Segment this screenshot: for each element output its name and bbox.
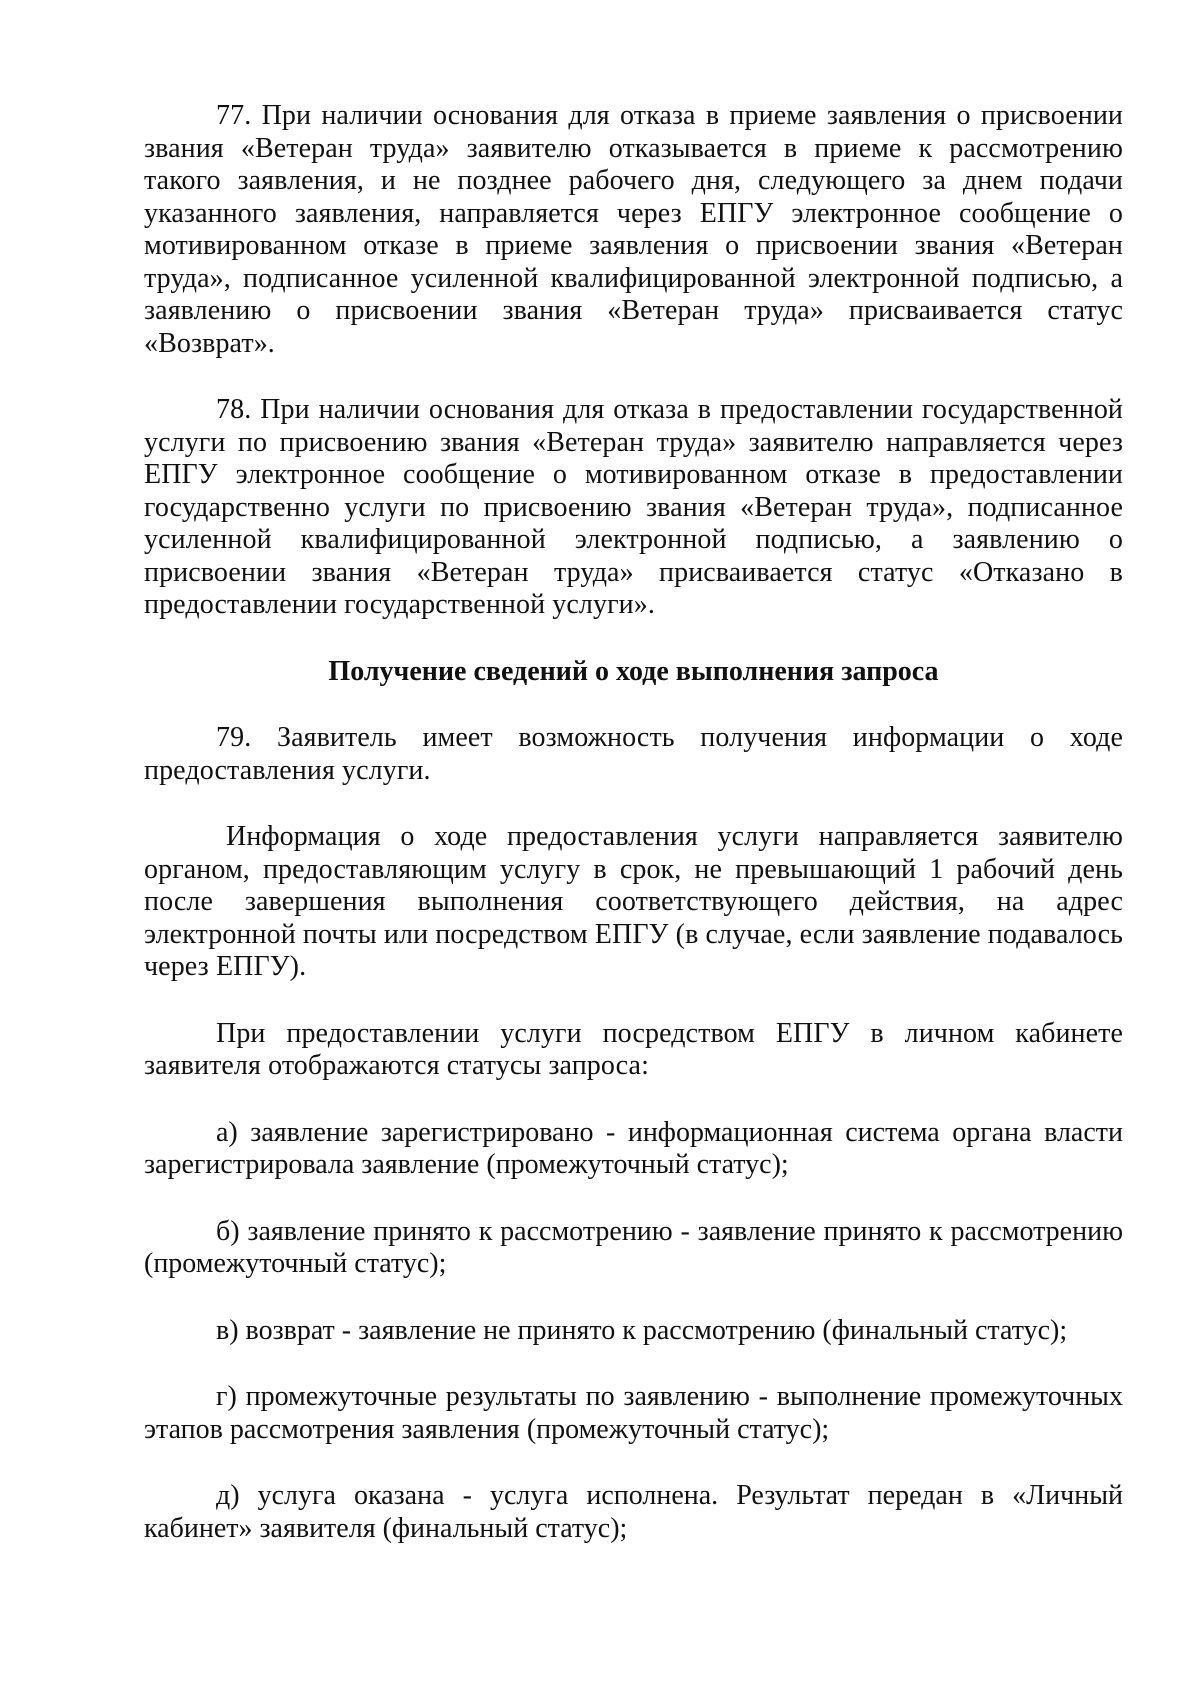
paragraph-statuses-intro: При предоставлении услуги посредством ЕПГУ в личном кабинете заявителя отображаются статусы запроса: xyxy=(144,1017,1123,1081)
document-page xyxy=(144,100,1123,1579)
status-item-a: а) заявление зарегистрировано - информационная система органа власти зарегистрировала заявление (промежуточный статус); xyxy=(144,1116,1123,1180)
status-item-v: в) возврат - заявление не принято к рассмотрению (финальный статус); xyxy=(216,1314,1068,1346)
paragraph-info: Информация о ходе предоставления услуги направляется заявителю органом, предоставляющим услугу в срок, не превышающий 1 рабочий день после завершения выполнения соответствующего действия, на адрес электронной почты или посредством ЕПГУ (в случае, если заявление подавалось через ЕПГУ). xyxy=(144,821,1123,982)
paragraph-78: 78. При наличии основания для отказа в предоставлении государственной услуги по присвоению звания «Ветеран труда» заявителю направляется через ЕПГУ электронное сообщение о мотивированном отказе в предоставлении государственно услуги по присвоению звания «Ветеран труда», подписанное усиленной квалифицированной электронной подписью, а заявлению о присвоении звания «Ветеран труда» присваивается статус «Отказано в предоставлении государственной услуги». xyxy=(144,394,1123,620)
status-item-g: г) промежуточные результаты по заявлению - выполнение промежуточных этапов рассмотрения заявления (промежуточный статус); xyxy=(144,1381,1123,1445)
section-heading: Получение сведений о ходе выполнения запроса xyxy=(328,655,939,687)
paragraph-79: 79. Заявитель имеет возможность получения информации о ходе предоставления услуги. xyxy=(144,722,1123,786)
status-item-b: б) заявление принято к рассмотрению - заявление принято к рассмотрению (промежуточный статус); xyxy=(144,1215,1123,1279)
paragraph-77: 77. При наличии основания для отказа в приеме заявления о присвоении звания «Ветеран труда» заявителю отказывается в приеме к рассмотрению такого заявления, и не позднее рабочего дня, следующего за днем подачи указанного заявления, направляется через ЕПГУ электронное сообщение о мотивированном отказе в приеме заявления о присвоении звания «Ветеран труда», подписанное усиленной квалифицированной электронной подписью, а заявлению о присвоении звания «Ветеран труда» присваивается статус «Возврат». xyxy=(144,100,1123,359)
status-item-d: д) услуга оказана - услуга исполнена. Результат передан в «Личный кабинет» заявителя (финальный статус); xyxy=(144,1480,1123,1544)
